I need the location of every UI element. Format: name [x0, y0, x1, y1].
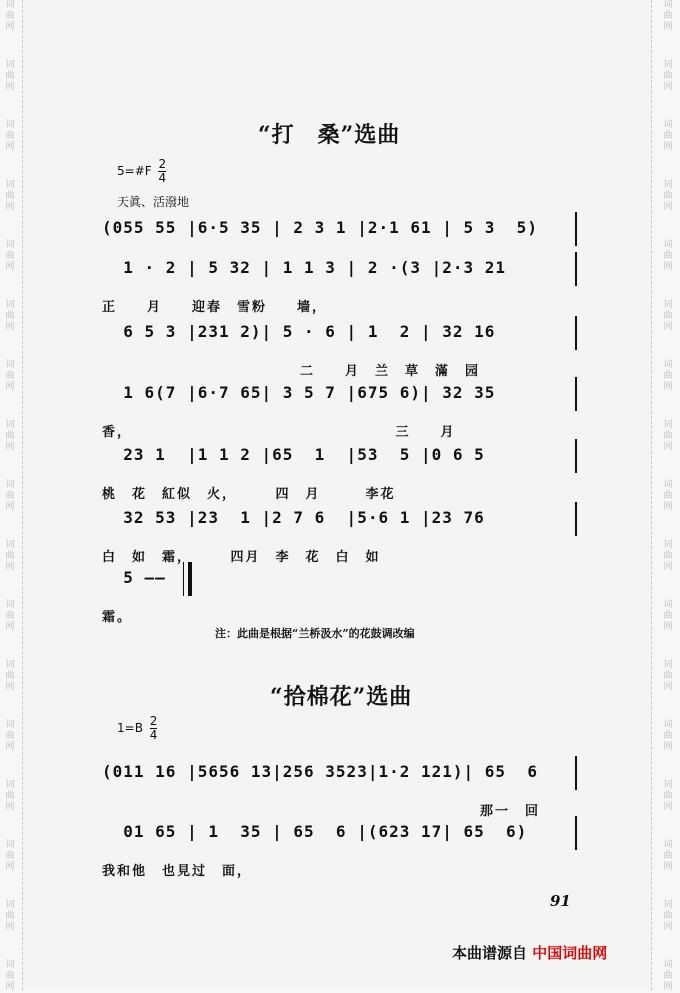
watermark-text: 词 曲 网	[5, 420, 15, 452]
source-credit	[452, 942, 607, 963]
watermark-text: 词 曲 网	[663, 900, 673, 932]
piece1-row	[0, 383, 680, 417]
piece1-row-lyrics: 白 如 霜， 四月 李 花 白 如	[102, 550, 381, 565]
piece1-row-notes: 1 · 2 | 5 32 | 1 1 3 | 2 ·(3 |2·3 21	[102, 258, 507, 277]
piece2-row-lyrics: 我和他 也見过 面，	[102, 864, 253, 879]
piece1-key: 5=#F	[117, 164, 152, 178]
piece1-time-signature	[158, 158, 166, 185]
piece2-row-notes: 01 65 | 1 35 | 65 6 |(623 17| 65 6)	[102, 822, 528, 841]
watermark-text: 词 曲 网	[663, 660, 673, 692]
piece1-row-lyrics: 二 月 兰 草 滿 园	[300, 364, 481, 379]
watermark-text: 词 曲 网	[663, 780, 673, 812]
piece2-row-lyrics: 那一 回	[480, 804, 541, 819]
watermark-text: 词 曲 网	[5, 360, 15, 392]
watermark-text: 词 曲 网	[663, 960, 673, 992]
source-site-link[interactable]: 中国词曲网	[532, 944, 608, 962]
piece2-key: 1=B	[117, 721, 143, 735]
piece1-barline	[183, 562, 192, 596]
watermark-text: 词 曲 网	[663, 240, 673, 272]
watermark-text: 词 曲 网	[5, 180, 15, 212]
watermark-text: 词 曲 网	[663, 0, 673, 32]
source-prefix: 本曲谱源自	[452, 944, 528, 962]
piece2-time-signature	[150, 715, 158, 742]
piece1-key-signature	[117, 158, 166, 185]
piece2-barline	[575, 816, 577, 850]
watermark-text: 词 曲 网	[5, 60, 15, 92]
watermark-text: 词 曲 网	[5, 660, 15, 692]
piece1-tempo: 天眞、活潑地	[117, 195, 190, 209]
watermark-text: 词 曲 网	[663, 360, 673, 392]
piece1-row-notes: 1 6(7 |6·7 65| 3 5 7 |675 6)| 32 35	[102, 383, 496, 402]
watermark-text: 词 曲 网	[663, 600, 673, 632]
piece1-barline	[575, 252, 577, 286]
piece2-row-notes: (011 16 |5656 13|256 3523|1·2 121)| 65 6	[102, 762, 538, 781]
piece1-row	[0, 508, 680, 542]
watermark-text: 词 曲 网	[5, 840, 15, 872]
piece2-row	[0, 822, 680, 856]
piece1-row-lyrics: 香， 三 月	[102, 425, 456, 440]
watermark-text: 词 曲 网	[5, 720, 15, 752]
piece1-row	[0, 258, 680, 292]
piece1-row	[0, 445, 680, 479]
watermark-text: 词 曲 网	[5, 960, 15, 992]
piece1-row-lyrics: 霜。	[102, 610, 133, 625]
piece1-row-notes: 23 1 |1 1 2 |65 1 |53 5 |0 6 5	[102, 445, 485, 464]
watermark-text: 词 曲 网	[5, 300, 15, 332]
watermark-text: 词 曲 网	[663, 120, 673, 152]
piece2-row	[0, 762, 680, 796]
watermark-text: 词 曲 网	[663, 420, 673, 452]
piece1-row-lyrics: 正 月 迎春 雪粉 墙，	[102, 300, 328, 315]
piece1-barline	[575, 439, 577, 473]
watermark-text: 词 曲 网	[663, 180, 673, 212]
piece1-barline	[575, 212, 577, 246]
watermark-text: 词 曲 网	[5, 600, 15, 632]
piece1-barline	[575, 502, 577, 536]
watermark-text: 词 曲 网	[663, 60, 673, 92]
watermark-text: 词 曲 网	[663, 840, 673, 872]
watermark-text: 词 曲 网	[5, 240, 15, 272]
watermark-text: 词 曲 网	[663, 480, 673, 512]
piece2-key-signature	[117, 715, 157, 742]
piece1-time-numerator: 2	[158, 157, 167, 171]
piece1-barline	[575, 316, 577, 350]
piece1-time-denominator: 4	[158, 171, 167, 185]
piece1-row-notes: 32 53 |23 1 |2 7 6 |5·6 1 |23 76	[102, 508, 485, 527]
piece1-footnote: 注：此曲是根据“兰桥汲水”的花鼓调改编	[215, 627, 415, 640]
piece1-row	[0, 568, 680, 602]
piece1-barline	[575, 377, 577, 411]
piece2-time-denominator: 4	[149, 728, 158, 742]
piece1-title: “打 桑”选曲	[258, 122, 401, 148]
watermark-text: 词 曲 网	[5, 780, 15, 812]
piece1-row	[0, 218, 680, 252]
watermark-text: 词 曲 网	[663, 720, 673, 752]
piece2-barline	[575, 756, 577, 790]
piece1-row-notes: (055 55 |6·5 35 | 2 3 1 |2·1 61 | 5 3 5)	[102, 218, 538, 237]
watermark-text: 词 曲 网	[5, 480, 15, 512]
watermark-text: 词 曲 网	[5, 900, 15, 932]
piece1-row-lyrics: 桃 花 紅似 火， 四 月 李花	[102, 487, 396, 502]
piece1-row	[0, 322, 680, 356]
piece2-title: “拾棉花”选曲	[270, 684, 413, 710]
watermark-text: 词 曲 网	[663, 540, 673, 572]
watermark-text: 词 曲 网	[663, 300, 673, 332]
piece1-row-notes: 5 ——	[102, 568, 166, 587]
piece2-time-numerator: 2	[149, 714, 158, 728]
watermark-text: 词 曲 网	[5, 120, 15, 152]
watermark-text: 词 曲 网	[5, 0, 15, 32]
piece1-row-notes: 6 5 3 |231 2)| 5 · 6 | 1 2 | 32 16	[102, 322, 496, 341]
watermark-text: 词 曲 网	[5, 540, 15, 572]
page-number: 91	[550, 892, 571, 910]
